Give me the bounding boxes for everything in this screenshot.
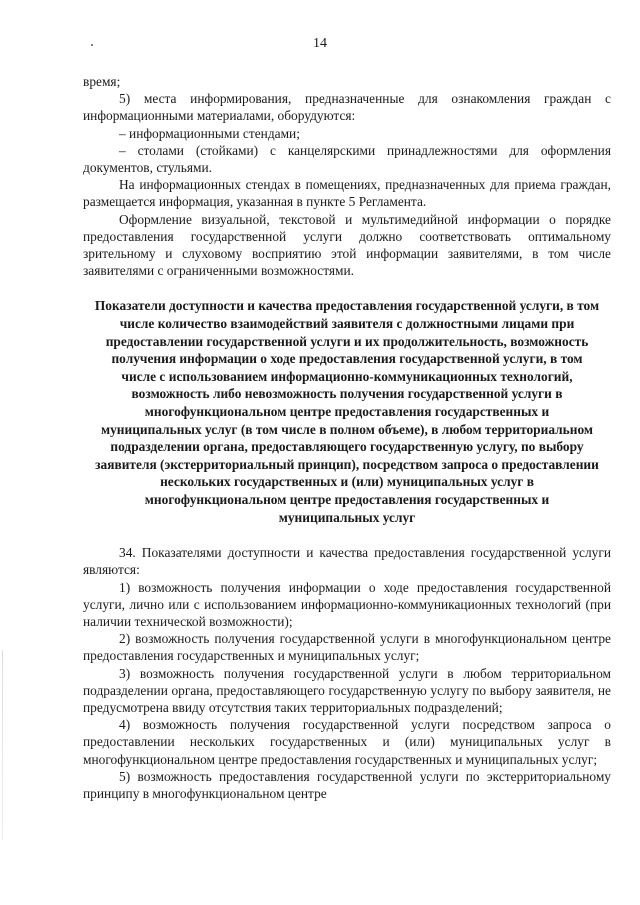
page-number: 14 [313, 36, 327, 51]
paragraph-34-item-1: 1) возможность получения информации о ходе предоставления государственной услуги, лично или с использованием информационно-коммуникационных технологий (при наличии технической возможности); [83, 579, 611, 629]
paragraph-info-stands: На информационных стендах в помещениях, предназначенных для приема граждан, размещается информация, указанная в пункте 5 Регламента. [83, 177, 611, 210]
paragraph-dash-stands: – информационными стендами; [119, 125, 300, 141]
paragraph-34-item-5: 5) возможность предоставления государственной услуги по экстерриториальному принципу в многофункциональном центре [83, 768, 611, 801]
paragraph-34-item-3: 3) возможность получения государственной услуги в любом территориальном подразделении органа, предоставляющего государственную услугу по выбору заявителя, не предусмотрена ввиду отсутствия таких территориальных подразделений; [83, 665, 611, 715]
scan-edge-mark [2, 650, 3, 840]
paragraph-item-5: 5) места информирования, предназначенные для ознакомления граждан с информационными материалами, оборудуются: [83, 91, 611, 124]
scan-dot-mark [91, 44, 93, 46]
paragraph-34-item-4: 4) возможность получения государственной услуги посредством запроса о предоставлении нескольких государственных и (или) муниципальных услуг в многофункциональном центре предоставления государственных и муниципальных услуг; [83, 717, 611, 767]
paragraph-dash-tables: – столами (стойками) с канцелярскими принадлежностями для оформления документов, стульями. [83, 142, 611, 176]
paragraph-34-item-2: 2) возможность получения государственной услуги в многофункциональном центре предоставления государственных и муниципальных услуг; [83, 631, 611, 664]
paragraph-continuation: время; [83, 74, 121, 89]
paragraph-34: 34. Показателями доступности и качества предоставления государственной услуги являются: [83, 545, 611, 578]
document-body [83, 73, 611, 802]
section-heading: Показатели доступности и качества предоставления государственной услуги, в том числе количество взаимодействий заявителя с должностными лицами при предоставлении государственной услуги и их продолжительность, возможность получения информации о ходе предоставления государственной услуги, в том числе с использованием информационно-коммуникационных технологий, возможность либо невозможность получения государственной услуги в многофункциональном центре предоставления государственных и муниципальных услуг (в том числе в полном объеме), в любом территориальном подразделении органа, предоставляющего государственную услугу, по выбору заявителя (экстерриториальный принцип), посредством запроса о предоставлении нескольких государственных и (или) муниципальных услуг в многофункциональном центре предоставления государственных и муниципальных услуг [94, 298, 600, 525]
paragraph-visual-info: Оформление визуальной, текстовой и мультимедийной информации о порядке предоставления государственной услуги должно соответствовать оптимальному зрительному и слуховому восприятию этой информации заявителями, в том числе заявителями с ограниченными возможностями. [83, 211, 611, 279]
